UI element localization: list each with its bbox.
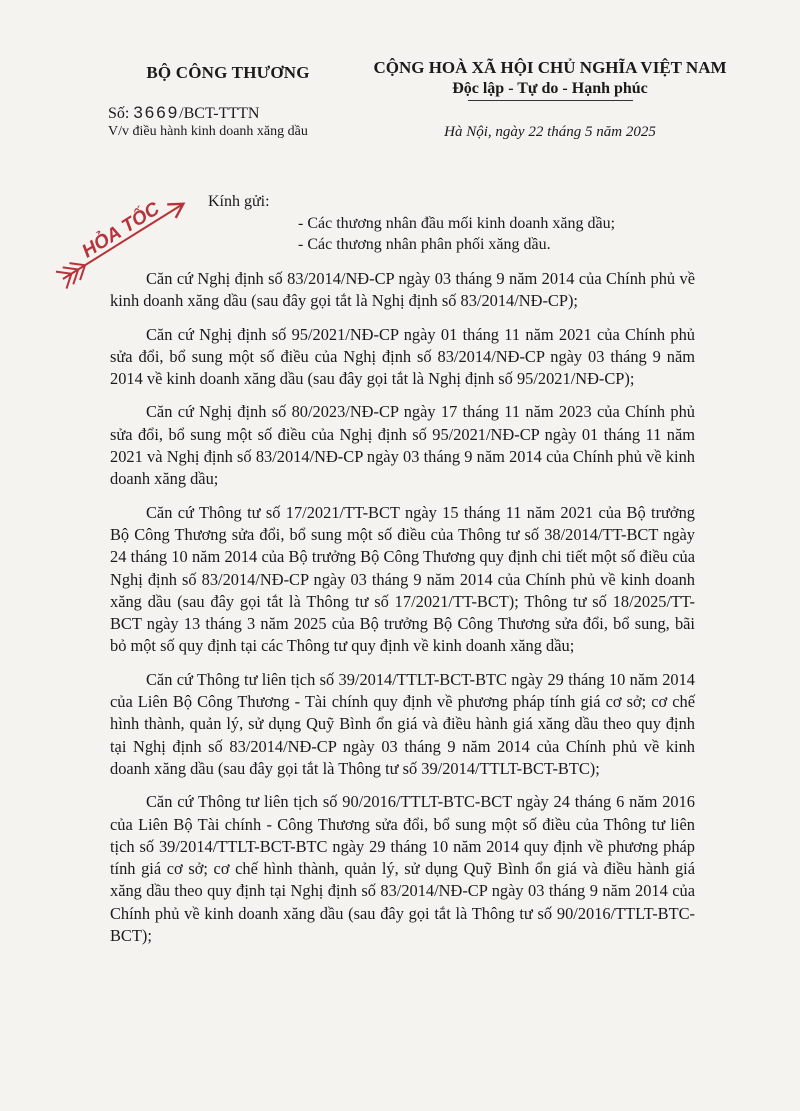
body-paragraph: Căn cứ Thông tư liên tịch số 39/2014/TTLT-BCT-BTC ngày 29 tháng 10 năm 2014 của Liên Bộ Công Thương - Tài chính quy định về phương pháp tính giá cơ sở; cơ chế hình thành, quản lý, sử dụng Quỹ Bình ổn giá và điều hành giá xăng dầu theo quy định tại Nghị định số 83/2014/NĐ-CP ngày 03 tháng 9 năm 2014 của Chính phủ về kinh doanh xăng dầu (sau đây gọi tắt là Thông tư số 39/2014/TTLT-BCT-BTC);: [110, 669, 695, 778]
doc-number-prefix: Số:: [108, 105, 130, 122]
nation-title: CỘNG HOÀ XÃ HỘI CHỦ NGHĨA VIỆT NAM: [373, 58, 727, 77]
body-paragraph: Căn cứ Nghị định số 80/2023/NĐ-CP ngày 17 tháng 11 năm 2023 của Chính phủ sửa đổi, bổ sung một số điều của Nghị định số 95/2021/NĐ-CP ngày 01 tháng 11 năm 2021 và Nghị định số 83/2014/NĐ-CP ngày 03 tháng 9 năm 2014 của Chính phủ về kinh doanh xăng dầu;: [110, 402, 695, 489]
recipient-list: [298, 213, 615, 255]
body-paragraph: Căn cứ Nghị định số 83/2014/NĐ-CP ngày 03 tháng 9 năm 2014 của Chính phủ về kinh doanh xăng dầu (sau đây gọi tắt là Nghị định số 83/2014/NĐ-CP);: [110, 269, 695, 311]
doc-number-handwritten: 3669: [133, 103, 180, 122]
stamp-text: HỎA TỐC: [78, 198, 164, 263]
body-paragraph: Căn cứ Thông tư số 17/2021/TT-BCT ngày 15 tháng 11 năm 2021 của Bộ trưởng Bộ Công Thương sửa đổi, bổ sung một số điều của Thông tư số 38/2014/TT-BCT ngày 24 tháng 10 năm 2014 của Bộ trưởng Bộ Công Thương quy định chi tiết một số điều của Nghị định số 83/2014/NĐ-CP ngày 03 tháng 9 năm 2014 của Chính phủ về kinh doanh xăng dầu (sau đây gọi tắt là Thông tư số 17/2021/TT-BCT); Thông tư số 18/2025/TT-BCT ngày 13 tháng 3 năm 2025 của Bộ trưởng Bộ Công Thương sửa đổi, bổ sung, bãi bỏ một số quy định tại các Thông tư quy định về kinh doanh xăng dầu;: [110, 502, 695, 656]
recipient-item: - Các thương nhân đầu mối kinh doanh xăng dầu;: [298, 215, 616, 232]
national-motto: Độc lập - Tự do - Hạnh phúc: [452, 80, 648, 97]
national-header: [355, 58, 745, 101]
ministry-name: BỘ CÔNG THƯƠNG: [146, 63, 310, 82]
recipient-item: - Các thương nhân phân phối xăng dầu.: [298, 236, 551, 253]
address-label: Kính gửi:: [208, 193, 270, 210]
document-subject: V/v điều hành kinh doanh xăng dầu: [108, 124, 308, 139]
issuer-block: [108, 63, 348, 83]
body-paragraph: Căn cứ Nghị định số 95/2021/NĐ-CP ngày 01 tháng 11 năm 2021 của Chính phủ sửa đổi, bổ sung một số điều của Nghị định số 83/2014/NĐ-CP ngày 03 tháng 9 năm 2014 về kinh doanh xăng dầu (sau đây gọi tắt là Nghị định số 95/2021/NĐ-CP);: [110, 324, 695, 389]
issue-date: Hà Nội, ngày 22 tháng 5 năm 2025: [444, 124, 656, 140]
document-body: [110, 268, 695, 958]
motto-underline: [468, 100, 633, 101]
doc-number-suffix: /BCT-TTTN: [179, 105, 260, 122]
body-paragraph: Căn cứ Thông tư liên tịch số 90/2016/TTLT-BTC-BCT ngày 24 tháng 6 năm 2016 của Liên Bộ Tài chính - Công Thương sửa đổi, bổ sung một số điều của Thông tư liên tịch số 39/2014/TTLT-BCT-BTC ngày 29 tháng 10 năm 2014 quy định về phương pháp tính giá cơ sở; cơ chế hình thành, quản lý, sử dụng Quỹ Bình ổn giá và điều hành giá xăng dầu theo quy định tại Nghị định số 83/2014/NĐ-CP ngày 03 tháng 9 năm 2014 của Chính phủ về kinh doanh xăng dầu (sau đây gọi tắt là Thông tư số 90/2016/TTLT-BTC-BCT);: [110, 792, 695, 946]
document-number: [108, 103, 259, 123]
